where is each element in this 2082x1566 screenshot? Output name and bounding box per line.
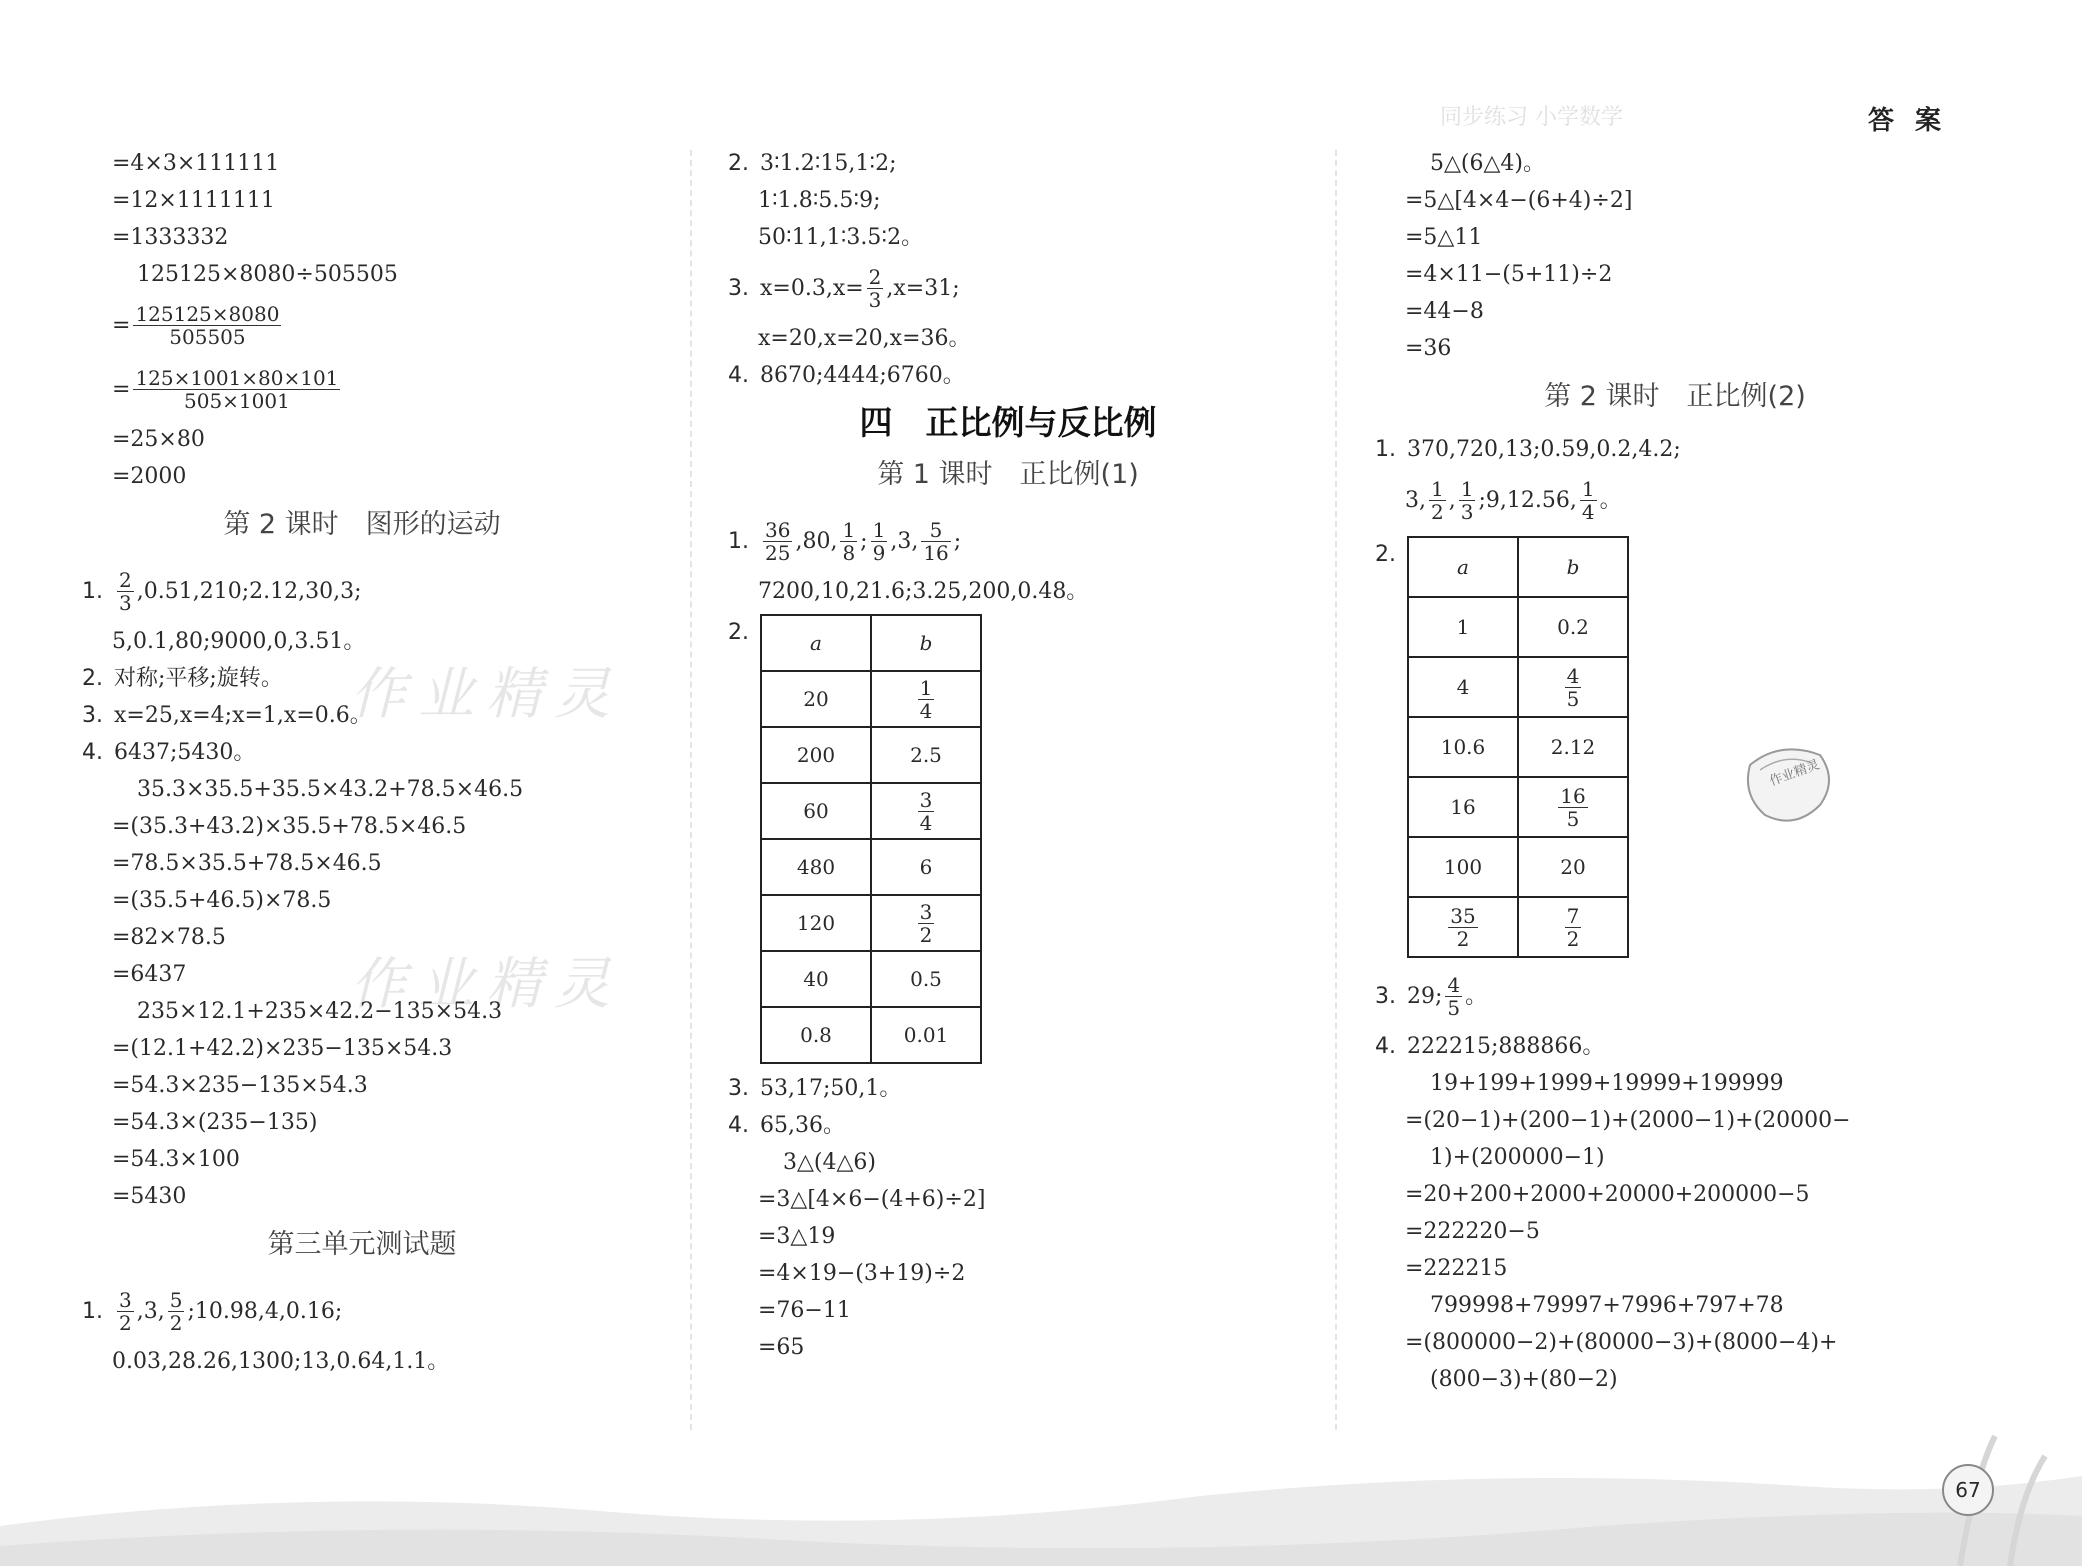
answer-text: ,80, <box>795 528 838 554</box>
answer-line: 50∶11,1∶3.5∶2。 <box>758 225 924 250</box>
fraction-numerator: 5 <box>169 1287 183 1312</box>
calc-line: (800−3)+(80−2) <box>1430 1367 1618 1392</box>
answer-line <box>82 559 642 623</box>
calc-line: =78.5×35.5+78.5×46.5 <box>112 851 382 876</box>
answer-text: ; <box>953 528 962 554</box>
table-cell: 2.12 <box>1518 717 1628 777</box>
watermark: 作业精灵 <box>350 952 622 1017</box>
answer-line <box>1375 468 1975 532</box>
question-number: 3. <box>728 1076 749 1101</box>
answer-text: 8670;4444;6760。 <box>760 363 965 388</box>
answer-line <box>728 145 1288 182</box>
table-cell: 1 <box>1408 597 1518 657</box>
calc-line: 125125×8080÷505505 <box>137 262 398 287</box>
fraction-numerator: 7 <box>1566 903 1580 928</box>
fraction <box>918 901 935 946</box>
section-title: 第 1 课时 正比例(1) <box>877 459 1139 490</box>
fraction-denominator: 5 <box>1447 995 1461 1020</box>
fraction <box>1565 665 1582 710</box>
calc-line: 3△(4△6) <box>783 1150 876 1175</box>
fraction <box>1565 905 1582 950</box>
answer-line <box>728 509 1288 573</box>
decorative-ground <box>0 1416 2082 1566</box>
fraction-denominator: 2 <box>1456 926 1470 951</box>
answer-line <box>728 1107 1288 1144</box>
fraction <box>1429 478 1446 523</box>
watermark: 作业精灵 <box>350 662 622 727</box>
answer-line: 0.03,28.26,1300;13,0.64,1.1。 <box>112 1349 450 1374</box>
answer-line <box>728 256 1288 320</box>
fraction-denominator: 2 <box>1566 926 1580 951</box>
fraction-denominator: 3 <box>119 590 132 615</box>
calc-line: =54.3×(235−135) <box>112 1110 318 1135</box>
calc-line: =82×78.5 <box>112 925 226 950</box>
answer-text: 。 <box>1599 487 1622 513</box>
answer-text: x=25,x=4;x=1,x=0.6。 <box>114 703 372 728</box>
calc-line: =(35.5+46.5)×78.5 <box>112 888 332 913</box>
calc-line: =44−8 <box>1405 299 1484 324</box>
answer-text: 6437;5430。 <box>114 740 256 765</box>
calc-line: =25×80 <box>112 427 205 452</box>
fraction <box>918 789 935 834</box>
calc-line: 35.3×35.5+35.5×43.2+78.5×46.5 <box>137 777 524 802</box>
answer-line <box>728 1070 1288 1107</box>
table-cell <box>871 895 981 951</box>
fraction <box>918 677 935 722</box>
calc-line: =36 <box>1405 336 1452 361</box>
column-left <box>82 145 642 1380</box>
question-number: 2. <box>82 666 103 691</box>
section-title: 第 2 课时 图形的运动 <box>223 509 501 540</box>
calc-line: =5△11 <box>1405 225 1483 250</box>
fraction <box>133 303 281 348</box>
table-cell: 100 <box>1408 837 1518 897</box>
fraction-denominator: 4 <box>919 810 933 835</box>
calc-line: =4×11−(5+11)÷2 <box>1405 262 1613 287</box>
table-row <box>1408 897 1628 957</box>
page-number: 67 <box>1942 1464 1994 1516</box>
table-row <box>1408 777 1628 837</box>
answer-text: 53,17;50,1。 <box>760 1076 902 1101</box>
table-cell <box>1518 777 1628 837</box>
equals-sign: = <box>112 376 131 402</box>
fraction-line <box>82 293 642 357</box>
fraction-denominator: 505×1001 <box>184 388 290 413</box>
table-header-a: a <box>761 615 871 671</box>
calc-line: =4×3×111111 <box>112 151 280 176</box>
answer-text: x=0.3,x= <box>760 275 864 301</box>
calc-line: 5△(6△4)。 <box>1430 151 1545 176</box>
fraction <box>763 519 792 564</box>
fraction-numerator: 1 <box>842 517 856 542</box>
section-title: 第三单元测试题 <box>267 1229 457 1260</box>
table-header-b: b <box>871 615 981 671</box>
page-header-title: 答 案 <box>1867 106 1947 136</box>
question-number: 2. <box>728 620 749 645</box>
calc-line: =(20−1)+(200−1)+(2000−1)+(20000− <box>1405 1108 1851 1133</box>
fraction-numerator: 16 <box>1560 783 1586 808</box>
question-number: 4. <box>728 363 749 388</box>
fraction-numerator: 1 <box>1460 476 1474 501</box>
calc-line: =6437 <box>112 962 187 987</box>
calc-line: =5△[4×4−(6+4)÷2] <box>1405 188 1633 213</box>
question-number: 3. <box>82 703 103 728</box>
fraction-denominator: 505505 <box>169 324 246 349</box>
answer-text: 3∶1.2∶15,1∶2; <box>760 151 897 176</box>
fraction-denominator: 3 <box>868 287 882 312</box>
question-number: 4. <box>1375 1034 1396 1059</box>
fraction-denominator: 4 <box>1581 499 1595 524</box>
table-cell: 0.5 <box>871 951 981 1007</box>
question-number: 2. <box>1375 542 1396 567</box>
table-cell: 0.2 <box>1518 597 1628 657</box>
fraction <box>867 266 884 311</box>
table-row <box>761 783 981 839</box>
table-block <box>728 614 1288 1064</box>
calc-line: 1)+(200000−1) <box>1430 1145 1605 1170</box>
answer-line <box>1375 964 1975 1028</box>
fraction-numerator: 2 <box>119 567 132 592</box>
ratio-table <box>760 614 982 1064</box>
calc-line: =54.3×100 <box>112 1147 240 1172</box>
table-cell: 6 <box>871 839 981 895</box>
column-divider <box>1335 150 1337 1430</box>
fraction-denominator: 2 <box>119 1310 132 1335</box>
question-number: 1. <box>728 528 749 554</box>
fraction-denominator: 2 <box>1431 499 1444 524</box>
answer-text: ,3, <box>890 528 919 554</box>
table-block <box>1375 536 1975 958</box>
calc-line: 235×12.1+235×42.2−135×54.3 <box>137 999 503 1024</box>
answer-text: 29; <box>1407 983 1443 1009</box>
fraction-denominator: 9 <box>872 540 886 565</box>
table-cell: 10.6 <box>1408 717 1518 777</box>
calc-line: =5430 <box>112 1184 187 1209</box>
calc-line: =3△19 <box>758 1224 836 1249</box>
fraction-denominator: 3 <box>1460 499 1474 524</box>
fraction-numerator: 35 <box>1450 903 1476 928</box>
calc-line: =12×1111111 <box>112 188 275 213</box>
ratio-table <box>1407 536 1629 958</box>
calc-line: =(12.1+42.2)×235−135×54.3 <box>112 1036 453 1061</box>
table-cell: 0.01 <box>871 1007 981 1063</box>
table-row <box>761 951 981 1007</box>
calc-line: =2000 <box>112 464 187 489</box>
calc-line: =76−11 <box>758 1298 851 1323</box>
fraction <box>921 519 950 564</box>
calc-line: =54.3×235−135×54.3 <box>112 1073 368 1098</box>
answer-line <box>1375 1028 1975 1065</box>
stamp-logo <box>1740 735 1840 835</box>
table-cell <box>1408 897 1518 957</box>
table-row <box>1408 597 1628 657</box>
answer-text: , <box>1448 487 1456 513</box>
fraction-denominator: 25 <box>765 540 791 565</box>
question-number: 1. <box>82 1298 103 1324</box>
answer-line: 7200,10,21.6;3.25,200,0.48。 <box>758 579 1089 604</box>
fraction-numerator: 36 <box>765 517 791 542</box>
fraction-numerator: 3 <box>919 787 933 812</box>
table-row <box>1408 657 1628 717</box>
table-header-row <box>1408 537 1628 597</box>
table-cell: 2.5 <box>871 727 981 783</box>
table-header-row <box>761 615 981 671</box>
calc-line: =3△[4×6−(4+6)÷2] <box>758 1187 986 1212</box>
fraction-denominator: 4 <box>919 698 933 723</box>
fraction-numerator: 3 <box>919 899 933 924</box>
answer-text: ;10.98,4,0.16; <box>187 1298 343 1324</box>
table-cell: 480 <box>761 839 871 895</box>
table-row <box>761 895 981 951</box>
fraction-numerator: 1 <box>1431 476 1444 501</box>
answer-text: 3, <box>1405 487 1426 513</box>
calc-line: =(800000−2)+(80000−3)+(8000−4)+ <box>1405 1330 1838 1355</box>
table-header-a: a <box>1408 537 1518 597</box>
calc-line: =65 <box>758 1335 805 1360</box>
fraction-numerator: 125×1001×80×101 <box>135 365 339 390</box>
fraction <box>133 367 340 412</box>
equals-sign: = <box>112 312 131 338</box>
calc-line: =(35.3+43.2)×35.5+78.5×46.5 <box>112 814 467 839</box>
question-number: 4. <box>728 1113 749 1138</box>
fraction <box>840 519 857 564</box>
answer-text: ,3, <box>136 1298 165 1324</box>
answer-line <box>82 660 642 697</box>
question-number: 1. <box>82 578 103 604</box>
answer-line: x=20,x=20,x=36。 <box>758 326 971 351</box>
table-cell: 200 <box>761 727 871 783</box>
table-cell <box>871 783 981 839</box>
table-cell: 4 <box>1408 657 1518 717</box>
calc-line: =4×19−(3+19)÷2 <box>758 1261 966 1286</box>
answer-line <box>728 357 1288 394</box>
column-right <box>1375 145 1975 1398</box>
fraction-numerator: 1 <box>872 517 886 542</box>
fraction-numerator: 2 <box>868 264 882 289</box>
calc-line: =20+200+2000+20000+200000−5 <box>1405 1182 1810 1207</box>
fraction-numerator: 1 <box>1581 476 1595 501</box>
column-middle <box>728 145 1288 1366</box>
fraction-line <box>82 357 642 421</box>
table-row <box>1408 717 1628 777</box>
fraction-denominator: 16 <box>923 540 949 565</box>
answer-text: 对称;平移;旋转。 <box>114 666 283 691</box>
table-header-b: b <box>1518 537 1628 597</box>
calc-line: =222220−5 <box>1405 1219 1540 1244</box>
table-row <box>761 727 981 783</box>
fraction-denominator: 2 <box>919 922 933 947</box>
fraction <box>1558 785 1587 830</box>
answer-text: ; <box>860 528 868 554</box>
fraction <box>117 1289 134 1334</box>
table-cell <box>1518 897 1628 957</box>
fraction <box>168 1289 185 1334</box>
fraction-numerator: 125125×8080 <box>135 301 280 326</box>
fraction-denominator: 5 <box>1566 686 1580 711</box>
fraction <box>871 519 888 564</box>
section-title: 第 2 课时 正比例(2) <box>1544 381 1806 412</box>
table-cell: 20 <box>1518 837 1628 897</box>
question-number: 2. <box>728 151 749 176</box>
answer-line <box>1375 431 1975 468</box>
fraction <box>1580 478 1597 523</box>
fraction-denominator: 5 <box>1566 806 1580 831</box>
answer-text: 222215;888866。 <box>1407 1034 1605 1059</box>
answer-text: ;9,12.56, <box>1478 487 1577 513</box>
question-number: 4. <box>82 740 103 765</box>
chapter-title: 四 正比例与反比例 <box>859 403 1157 442</box>
table-row <box>761 1007 981 1063</box>
fraction-numerator: 1 <box>919 675 933 700</box>
faint-header-text: 同步练习 小学数学 <box>1440 105 1623 130</box>
table-cell: 120 <box>761 895 871 951</box>
answer-line <box>82 697 642 734</box>
table-row <box>1408 837 1628 897</box>
column-divider <box>690 150 692 1430</box>
question-number: 3. <box>1375 983 1396 1009</box>
answer-line <box>82 1279 642 1343</box>
fraction-numerator: 5 <box>921 519 950 542</box>
fraction-numerator: 4 <box>1447 972 1461 997</box>
stamp-text: 作业精灵 <box>1767 757 1822 790</box>
answer-line <box>82 734 642 771</box>
fraction-denominator: 2 <box>169 1310 183 1335</box>
question-number: 1. <box>1375 437 1396 462</box>
table-row <box>761 839 981 895</box>
table-cell: 40 <box>761 951 871 1007</box>
answer-line: 1∶1.8∶5.5∶9; <box>758 188 881 213</box>
calc-line: =1333332 <box>112 225 229 250</box>
calc-line: 799998+79997+7996+797+78 <box>1430 1293 1784 1318</box>
fraction <box>117 569 134 614</box>
calc-line: 19+199+1999+19999+199999 <box>1430 1071 1784 1096</box>
answer-text: 65,36。 <box>760 1113 845 1138</box>
table-cell <box>871 671 981 727</box>
table-cell: 0.8 <box>761 1007 871 1063</box>
answer-line: 5,0.1,80;9000,0,3.51。 <box>112 629 366 654</box>
calc-line: =222215 <box>1405 1256 1508 1281</box>
answer-text: 370,720,13;0.59,0.2,4.2; <box>1407 437 1681 462</box>
fraction <box>1445 974 1462 1019</box>
answer-text: 。 <box>1465 983 1488 1009</box>
table-cell <box>1518 657 1628 717</box>
fraction-numerator: 3 <box>119 1287 132 1312</box>
table-cell: 16 <box>1408 777 1518 837</box>
fraction <box>1448 905 1477 950</box>
answer-text: ,0.51,210;2.12,30,3; <box>136 578 362 604</box>
answer-text: ,x=31; <box>886 275 960 301</box>
table-cell: 20 <box>761 671 871 727</box>
question-number: 3. <box>728 275 749 301</box>
table-cell: 60 <box>761 783 871 839</box>
table-row <box>761 671 981 727</box>
fraction-numerator: 4 <box>1566 663 1580 688</box>
fraction <box>1459 478 1476 523</box>
fraction-denominator: 8 <box>842 540 856 565</box>
